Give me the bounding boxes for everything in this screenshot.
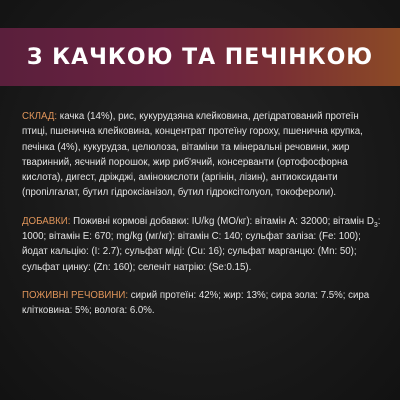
additives-label: ДОБАВКИ: <box>22 215 71 227</box>
additives-text-part2: : 1000; вітамін Е: 670; mg/kg (мг/кг): вітамін С: 140; сульфат заліза: (Fe: 100); йодат кальцію: (I: 2.7); сульфат міді: (Cu: 16); сульфат марганцю: (Mn: 50); сульфат цинку: (Zn: 160); селеніт натрію: (Se:0.15). <box>22 215 381 273</box>
nutrients-label: ПОЖИВНІ РЕЧОВИНИ: <box>22 289 129 301</box>
vitamin-d-subscript: 3 <box>373 221 378 229</box>
ingredients-panel <box>22 109 384 319</box>
additives-text-part1: Поживні кормові добавки: IU/kg (МО/кг): вітамін А: 32000; вітамін D <box>70 215 374 227</box>
composition-text: качка (14%), рис, кукурудзяна клейковина, дегідратований протеїн птиці, пшенична клейковина, концентрат протеїну гороху, пшенична крупка, печінка (4%), кукурудза, целюлоза, вітаміни та мінеральні речовини, жир тваринний, яєчний порошок, жир риб'ячий, консерванти (ортофосфорна кислота), дигест, дріжджі, амінокислоти (аргінін, лізин), антиоксиданти (пропілгалат, бутил гідроксіанізол, бутил гідроксітолуол, токофероли). <box>22 111 363 199</box>
title-banner <box>0 28 400 86</box>
additives-paragraph <box>22 214 384 275</box>
banner-title: З КАЧКОЮ ТА ПЕЧІНКОЮ <box>26 44 374 70</box>
nutrients-paragraph <box>22 288 384 319</box>
composition-label: СКЛАД: <box>22 111 58 122</box>
composition-paragraph <box>22 109 384 201</box>
nutrients-text: сирий протеїн: 42%; жир: 13%; сира зола: 7.5%; сира клітковина: 5%; волога: 6.0%. <box>22 289 370 317</box>
